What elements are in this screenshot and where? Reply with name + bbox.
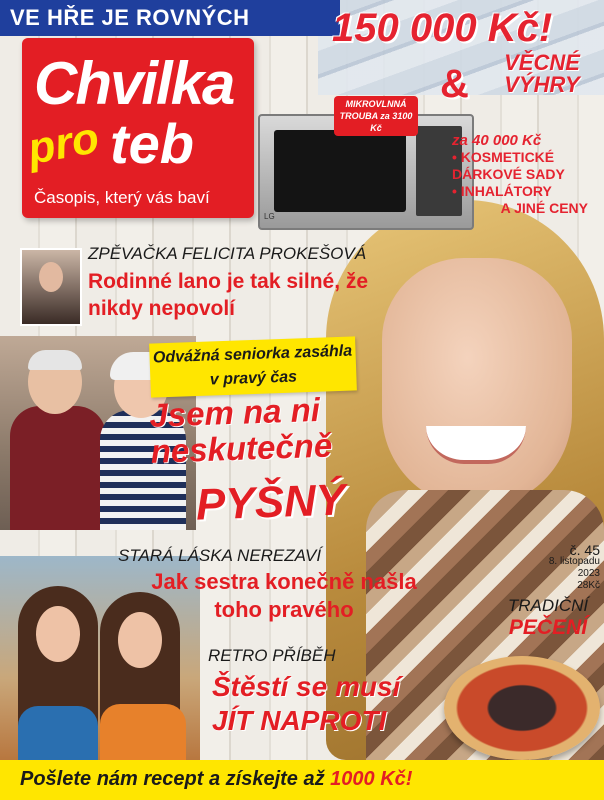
- story2-headline: Jsem na ni neskutečně: [148, 390, 333, 470]
- bottom-banner: [0, 760, 604, 800]
- story3-headline: Jak sestra konečně našla toho pravého: [151, 569, 417, 622]
- singer-face: [39, 262, 63, 292]
- story4-headline: Štěstí se musí JÍT NAPROTI: [212, 671, 401, 736]
- story2-tag: [149, 336, 357, 397]
- microwave-brand: LG: [264, 212, 275, 221]
- baking-label: [496, 596, 600, 640]
- sister-left-top: [18, 706, 98, 760]
- bottom-exclaim: !: [405, 768, 413, 790]
- sister-left-face: [36, 606, 80, 662]
- logo-pro: pro: [24, 113, 103, 174]
- bottom-amount: 1000 Kč: [330, 768, 406, 790]
- prizes-amount: za 40 000 Kč: [452, 132, 542, 149]
- story4-kicker: RETRO PŘÍBĚH: [208, 646, 336, 665]
- prize-amount: 150 000 Kč!: [332, 6, 553, 50]
- story2-highlight: PYŠNÝ: [195, 475, 346, 530]
- issue-info: [536, 544, 600, 592]
- man-hair: [28, 350, 82, 370]
- baking-line2: PEČENÍ: [508, 616, 588, 639]
- microwave-label: MIKROVLNNÁ TROUBA za 3100 Kč: [334, 96, 418, 136]
- prize-vecne-vyhry: VĚCNÉ VÝHRY: [504, 50, 580, 97]
- story2-tag-text: Odvážná seniorka zasáhla v pravý čas: [152, 342, 353, 389]
- sister-left: [18, 586, 98, 760]
- senior-man: [10, 350, 90, 530]
- story1-headline: Rodinné lano je tak silné, že nikdy nepovolí: [88, 270, 369, 320]
- singer-thumbnail: [20, 248, 82, 326]
- prizes-list: [452, 132, 602, 217]
- top-banner: [0, 0, 340, 36]
- bottom-banner-text: [20, 768, 412, 791]
- woman-smile: [426, 426, 526, 464]
- top-banner-text: VE HŘE JE ROVNÝCH: [10, 5, 250, 30]
- baking-line1: TRADIČNÍ: [507, 596, 589, 615]
- microwave-door: [274, 130, 406, 212]
- man-shirt: [10, 406, 106, 530]
- prize-ampersand: &: [440, 62, 469, 106]
- magazine-logo: [22, 38, 254, 218]
- logo-tebe: teb: [110, 112, 194, 175]
- issue-number: č. 45: [569, 542, 600, 558]
- prize-item-cosmetics: • KOSMETICKÉ DÁRKOVÉ SADY: [452, 149, 565, 182]
- issue-price: 28Kč: [577, 580, 600, 591]
- bottom-text: Pošlete nám recept a získejte až: [20, 768, 325, 790]
- issue-date: 8. listopadu 2023: [548, 556, 600, 579]
- sister-right-top: [100, 704, 186, 760]
- story3-kicker: STARÁ LÁSKA NEREZAVÍ: [118, 546, 322, 565]
- logo-chvilka: Chvilka: [34, 50, 234, 117]
- prize-item-inhalers: • INHALÁTORY: [452, 183, 552, 199]
- logo-tagline: Časopis, který vás baví: [34, 188, 210, 207]
- prize-item-other: A JINÉ CENY: [500, 200, 588, 216]
- story1-kicker: ZPĚVAČKA FELICITA PROKEŠOVÁ: [88, 244, 367, 263]
- woman-face: [382, 258, 572, 508]
- pie-image: [444, 656, 600, 760]
